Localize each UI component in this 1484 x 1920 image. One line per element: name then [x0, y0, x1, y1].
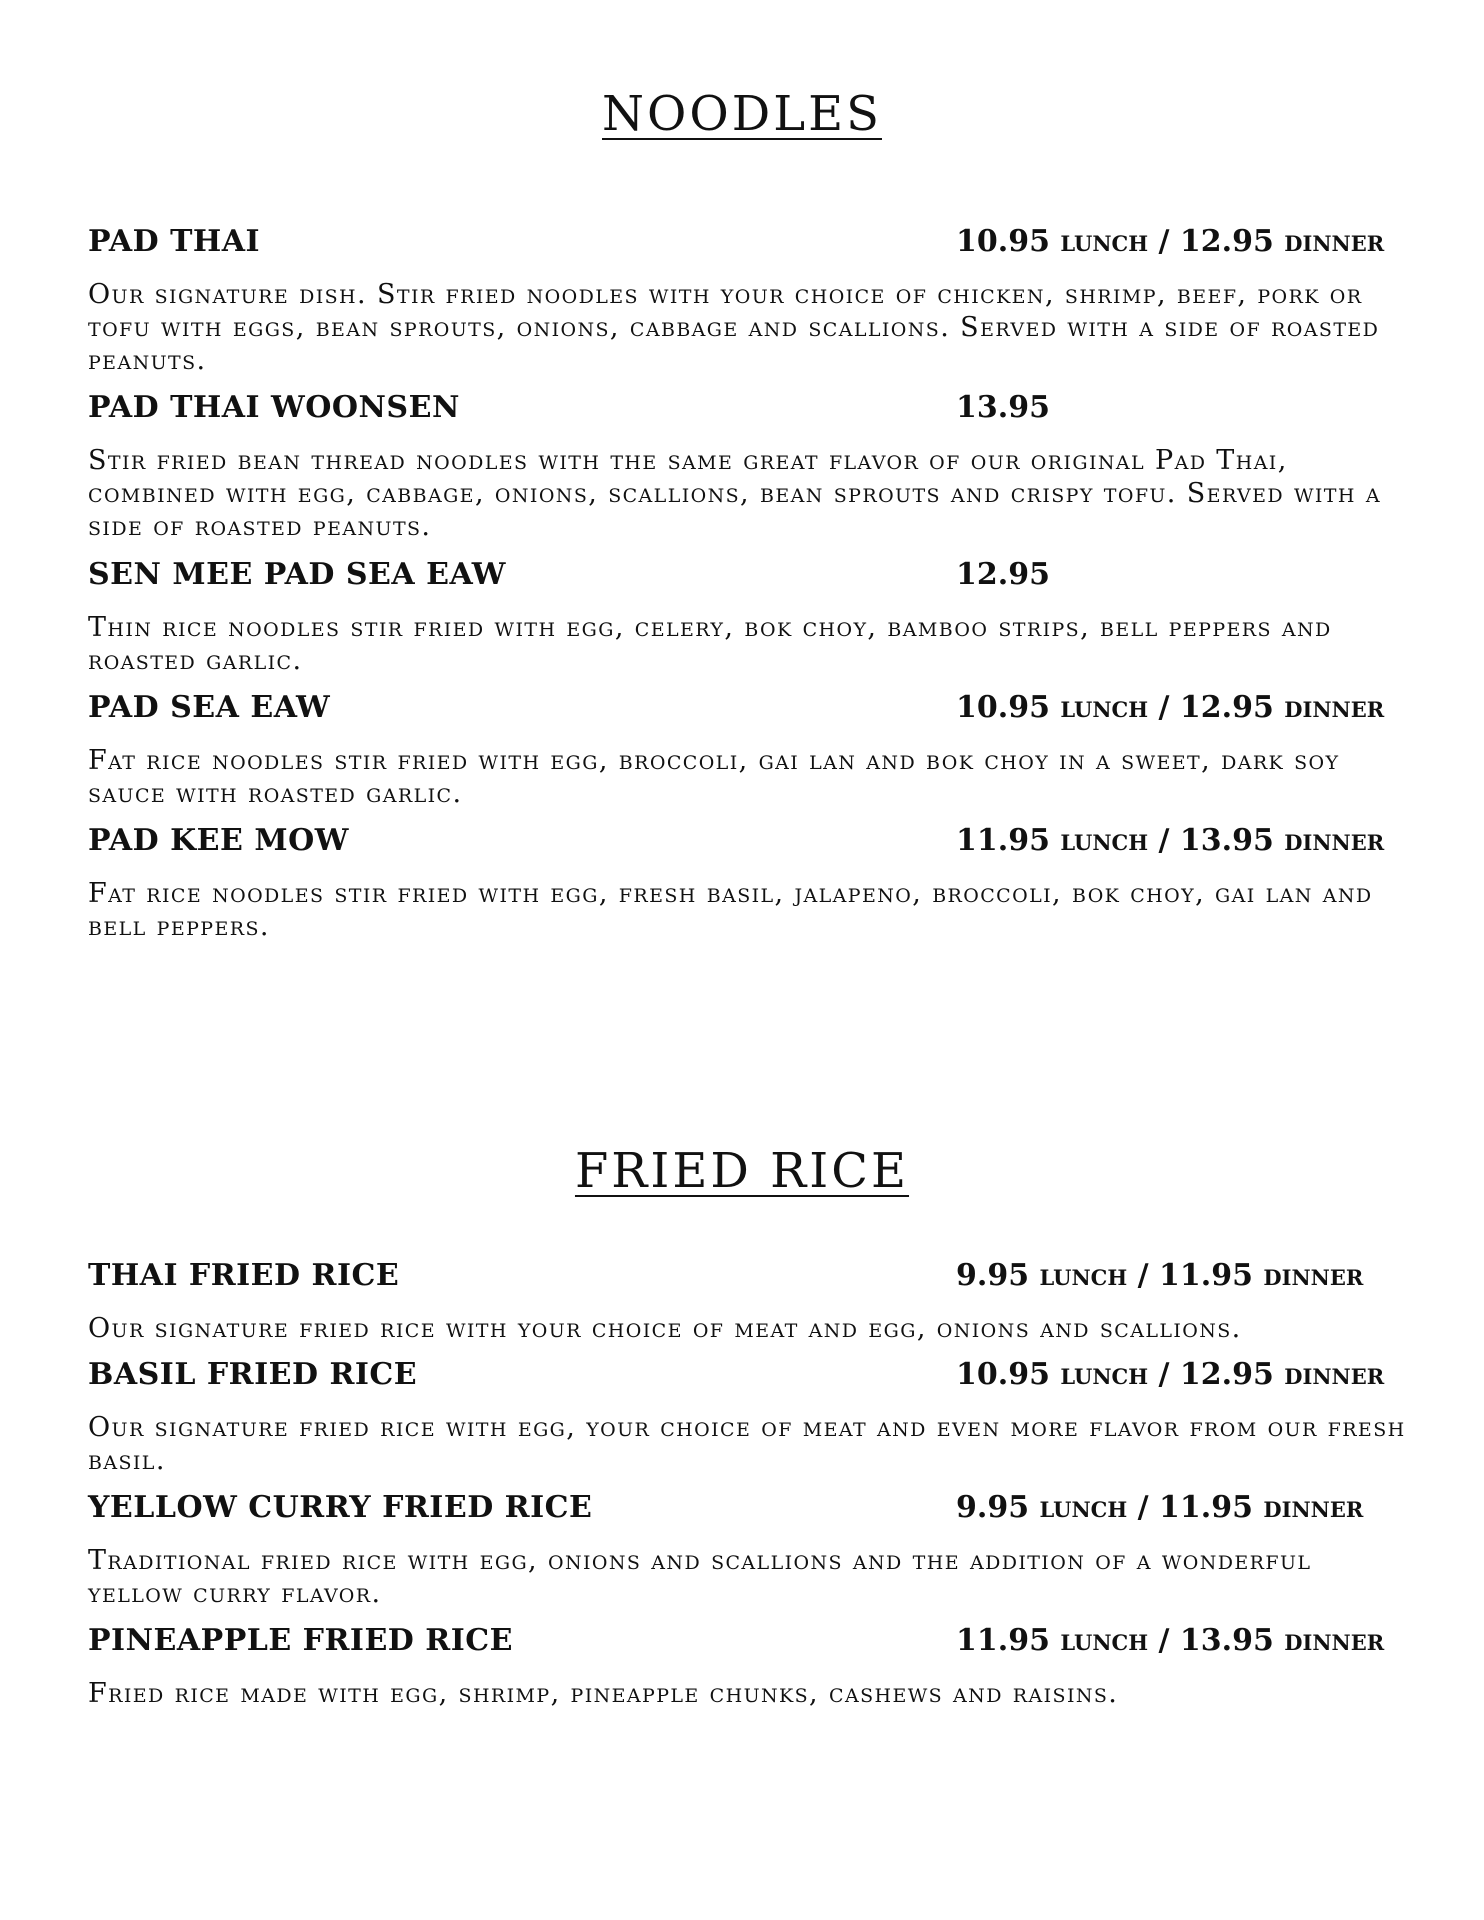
item-description: Our signature fried rice with your choice of meat and egg, onions and scallions. — [88, 1313, 1242, 1344]
item-price: 11.95 lunch / 13.95 dinner — [956, 1623, 1385, 1658]
menu-item-yellow-curry-fried-rice — [88, 1490, 1408, 1610]
item-description: Fat rice noodles stir fried with egg, broccoli, gai lan and bok choy in a sweet, dark soy sauce with roasted garlic. — [88, 745, 1340, 809]
menu-item-pad-thai-woonsen — [88, 390, 1408, 543]
item-name: SEN MEE PAD SEA EAW — [88, 557, 506, 592]
item-price: 9.95 lunch / 11.95 dinner — [956, 1258, 1364, 1293]
item-description: Traditional fried rice with egg, onions and scallions and the addition of a wonderful yellow curry flavor. — [88, 1545, 1312, 1609]
menu-item-pad-thai — [88, 224, 1408, 377]
menu-item-sen-mee-pad-sea-eaw — [88, 557, 1408, 677]
section-title-noodles: NOODLES — [602, 86, 882, 142]
item-price: 10.95 lunch / 12.95 dinner — [956, 1357, 1385, 1392]
item-description: Our signature fried rice with egg, your choice of meat and even more flavor from our fresh basil. — [88, 1412, 1406, 1476]
item-name: PAD THAI WOONSEN — [88, 390, 460, 425]
menu-item-pad-sea-eaw — [88, 690, 1408, 810]
menu-item-basil-fried-rice — [88, 1357, 1408, 1477]
menu-item-pineapple-fried-rice — [88, 1623, 1408, 1710]
section-title-fried-rice: FRIED RICE — [574, 1143, 910, 1199]
item-price: 10.95 lunch / 12.95 dinner — [956, 224, 1385, 259]
item-name: PAD KEE MOW — [88, 823, 349, 858]
item-name: THAI FRIED RICE — [88, 1258, 400, 1293]
item-price: 11.95 lunch / 13.95 dinner — [956, 823, 1385, 858]
item-name: PAD SEA EAW — [88, 690, 331, 725]
item-price: 12.95 — [956, 557, 1050, 592]
item-description: Fat rice noodles stir fried with egg, fresh basil, jalapeno, broccoli, bok choy, gai lan and bell peppers. — [88, 878, 1373, 942]
item-description: Fried rice made with egg, shrimp, pineapple chunks, cashews and raisins. — [88, 1678, 1119, 1709]
menu-item-pad-kee-mow — [88, 823, 1408, 943]
item-price: 9.95 lunch / 11.95 dinner — [956, 1490, 1364, 1525]
item-price: 13.95 — [956, 390, 1050, 425]
item-name: PAD THAI — [88, 224, 261, 259]
item-description: Thin rice noodles stir fried with egg, celery, bok choy, bamboo strips, bell peppers and roasted garlic. — [88, 612, 1332, 676]
item-name: YELLOW CURRY FRIED RICE — [88, 1490, 593, 1525]
item-name: PINEAPPLE FRIED RICE — [88, 1623, 513, 1658]
item-description: Our signature dish. Stir fried noodles with your choice of chicken, shrimp, beef, pork or tofu with eggs, bean sprouts, onions, cabbage and scallions. Served with a side of roasted peanuts. — [88, 279, 1380, 376]
item-price: 10.95 lunch / 12.95 dinner — [956, 690, 1385, 725]
menu-item-thai-fried-rice — [88, 1258, 1408, 1345]
item-name: BASIL FRIED RICE — [88, 1357, 418, 1392]
item-description: Stir fried bean thread noodles with the same great flavor of our original Pad Thai, combined with egg, cabbage, onions, scallions, bean sprouts and crispy tofu. Served with a side of roasted peanuts. — [88, 445, 1381, 542]
